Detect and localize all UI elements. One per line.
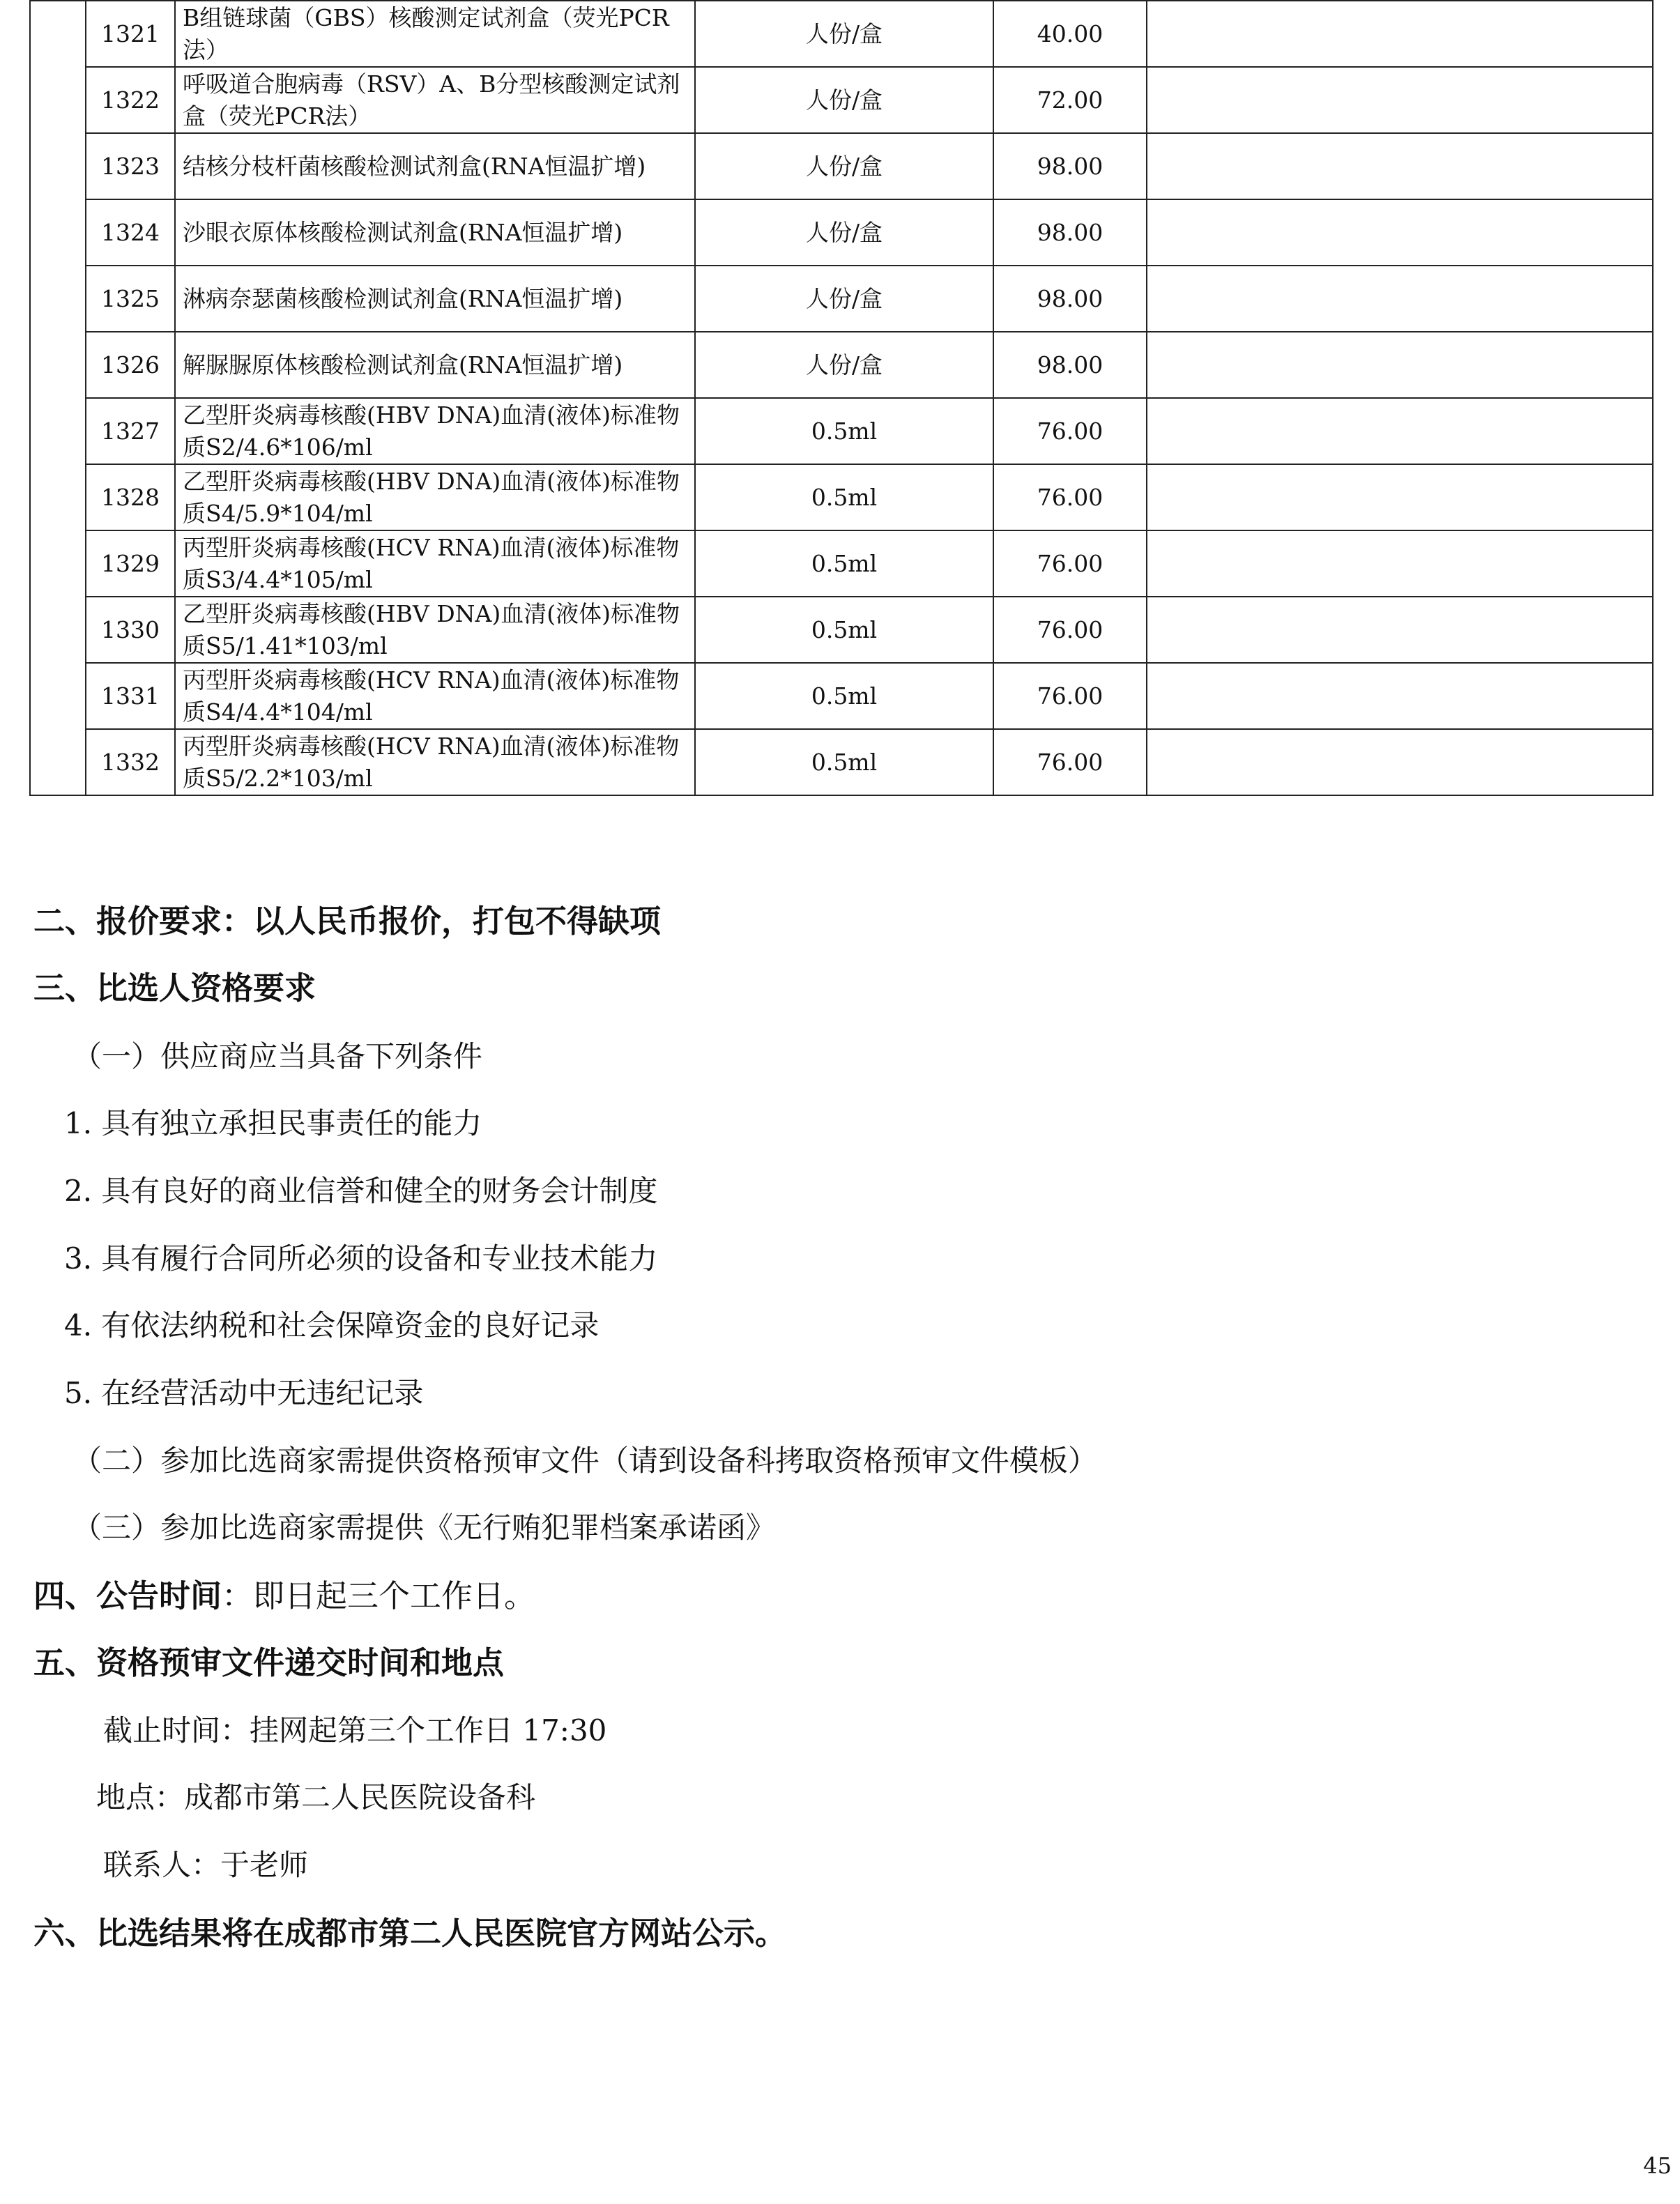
item-number-cell: 1323 (86, 133, 175, 199)
note-cell (1147, 663, 1653, 729)
price-cell: 76.00 (993, 398, 1147, 464)
items-table-body (30, 1, 1653, 795)
unit-cell: 0.5ml (695, 597, 993, 663)
item-name-cell: 丙型肝炎病毒核酸(HCV RNA)血清(液体)标准物质S3/4.4*105/ml (175, 530, 695, 597)
item-number-cell: 1325 (86, 266, 175, 332)
item-name-cell: 丙型肝炎病毒核酸(HCV RNA)血清(液体)标准物质S5/2.2*103/ml (175, 729, 695, 795)
price-cell: 40.00 (993, 1, 1147, 67)
note-cell (1147, 597, 1653, 663)
qualification-item-5: 5. 在经营活动中无违纪记录 (64, 1376, 424, 1410)
note-cell (1147, 530, 1653, 597)
item-number-cell: 1327 (86, 398, 175, 464)
note-cell (1147, 199, 1653, 266)
note-cell (1147, 464, 1653, 530)
table-row (30, 1, 1653, 67)
item-name-cell: 呼吸道合胞病毒（RSV）A、B分型核酸测定试剂盒（荧光PCR法） (175, 67, 695, 133)
page-number: 45 (1643, 2152, 1672, 2179)
item-name-cell: 淋病奈瑟菌核酸检测试剂盒(RNA恒温扩增) (175, 266, 695, 332)
table-row (30, 266, 1653, 332)
note-cell (1147, 332, 1653, 398)
table-row (30, 398, 1653, 464)
table-row (30, 729, 1653, 795)
unit-cell: 人份/盒 (695, 67, 993, 133)
note-cell (1147, 133, 1653, 199)
table-row (30, 332, 1653, 398)
note-cell (1147, 729, 1653, 795)
submission-contact: 联系人：于老师 (103, 1848, 309, 1882)
qualification-subheading-3: （三）参加比选商家需提供《无行贿犯罪档案承诺函》 (72, 1510, 776, 1545)
table-row (30, 597, 1653, 663)
qualification-item-3: 3. 具有履行合同所必须的设备和专业技术能力 (64, 1241, 658, 1276)
note-cell (1147, 266, 1653, 332)
item-number-cell: 1329 (86, 530, 175, 597)
section-qualification-heading: 三、比选人资格要求 (33, 970, 316, 1007)
section-result-announcement: 六、比选结果将在成都市第二人民医院官方网站公示。 (33, 1915, 787, 1952)
unit-cell: 0.5ml (695, 398, 993, 464)
item-name-cell: 解脲脲原体核酸检测试剂盒(RNA恒温扩增) (175, 332, 695, 398)
unit-cell: 0.5ml (695, 663, 993, 729)
price-cell: 98.00 (993, 332, 1147, 398)
submission-place: 地点：成都市第二人民医院设备科 (96, 1780, 536, 1814)
price-cell: 72.00 (993, 67, 1147, 133)
price-cell: 76.00 (993, 530, 1147, 597)
item-number-cell: 1322 (86, 67, 175, 133)
unit-cell: 人份/盒 (695, 199, 993, 266)
price-cell: 98.00 (993, 133, 1147, 199)
item-number-cell: 1331 (86, 663, 175, 729)
item-name-cell: 沙眼衣原体核酸检测试剂盒(RNA恒温扩增) (175, 199, 695, 266)
section-announcement-time (33, 1575, 535, 1617)
group-cell (30, 1, 86, 795)
note-cell (1147, 1, 1653, 67)
item-number-cell: 1330 (86, 597, 175, 663)
item-name-cell: 乙型肝炎病毒核酸(HBV DNA)血清(液体)标准物质S2/4.6*106/ml (175, 398, 695, 464)
item-number-cell: 1332 (86, 729, 175, 795)
unit-cell: 人份/盒 (695, 1, 993, 67)
item-number-cell: 1328 (86, 464, 175, 530)
table-row (30, 530, 1653, 597)
announcement-time-label: 四、公告时间 (33, 1577, 222, 1614)
price-cell: 76.00 (993, 597, 1147, 663)
qualification-subheading-2: （二）参加比选商家需提供资格预审文件（请到设备科拷取资格预审文件模板） (72, 1444, 1098, 1478)
table-row (30, 133, 1653, 199)
price-cell: 76.00 (993, 663, 1147, 729)
note-cell (1147, 67, 1653, 133)
item-number-cell: 1326 (86, 332, 175, 398)
unit-cell: 0.5ml (695, 464, 993, 530)
qualification-subheading-1: （一）供应商应当具备下列条件 (72, 1039, 483, 1073)
unit-cell: 人份/盒 (695, 266, 993, 332)
price-cell: 98.00 (993, 199, 1147, 266)
unit-cell: 人份/盒 (695, 332, 993, 398)
unit-cell: 人份/盒 (695, 133, 993, 199)
item-number-cell: 1321 (86, 1, 175, 67)
item-name-cell: 乙型肝炎病毒核酸(HBV DNA)血清(液体)标准物质S4/5.9*104/ml (175, 464, 695, 530)
table-row (30, 199, 1653, 266)
price-cell: 76.00 (993, 464, 1147, 530)
price-cell: 98.00 (993, 266, 1147, 332)
items-table-wrapper (29, 0, 1654, 796)
table-row (30, 464, 1653, 530)
section-submission-heading: 五、资格预审文件递交时间和地点 (33, 1644, 505, 1681)
item-name-cell: 丙型肝炎病毒核酸(HCV RNA)血清(液体)标准物质S4/4.4*104/ml (175, 663, 695, 729)
announcement-time-text: ：即日起三个工作日。 (222, 1577, 536, 1614)
unit-cell: 0.5ml (695, 530, 993, 597)
items-table (29, 0, 1654, 796)
item-name-cell: B组链球菌（GBS）核酸测定试剂盒（荧光PCR法） (175, 1, 695, 67)
item-name-cell: 结核分枝杆菌核酸检测试剂盒(RNA恒温扩增) (175, 133, 695, 199)
qualification-item-2: 2. 具有良好的商业信誉和健全的财务会计制度 (64, 1174, 658, 1208)
item-number-cell: 1324 (86, 199, 175, 266)
note-cell (1147, 398, 1653, 464)
submission-deadline: 截止时间：挂网起第三个工作日 17:30 (103, 1713, 607, 1747)
price-cell: 76.00 (993, 729, 1147, 795)
qualification-item-4: 4. 有依法纳税和社会保障资金的良好记录 (64, 1308, 600, 1342)
table-row (30, 663, 1653, 729)
section-quote-requirement: 二、报价要求：以人民币报价，打包不得缺项 (33, 903, 662, 940)
table-row (30, 67, 1653, 133)
item-name-cell: 乙型肝炎病毒核酸(HBV DNA)血清(液体)标准物质S5/1.41*103/ml (175, 597, 695, 663)
qualification-item-1: 1. 具有独立承担民事责任的能力 (64, 1106, 482, 1140)
unit-cell: 0.5ml (695, 729, 993, 795)
